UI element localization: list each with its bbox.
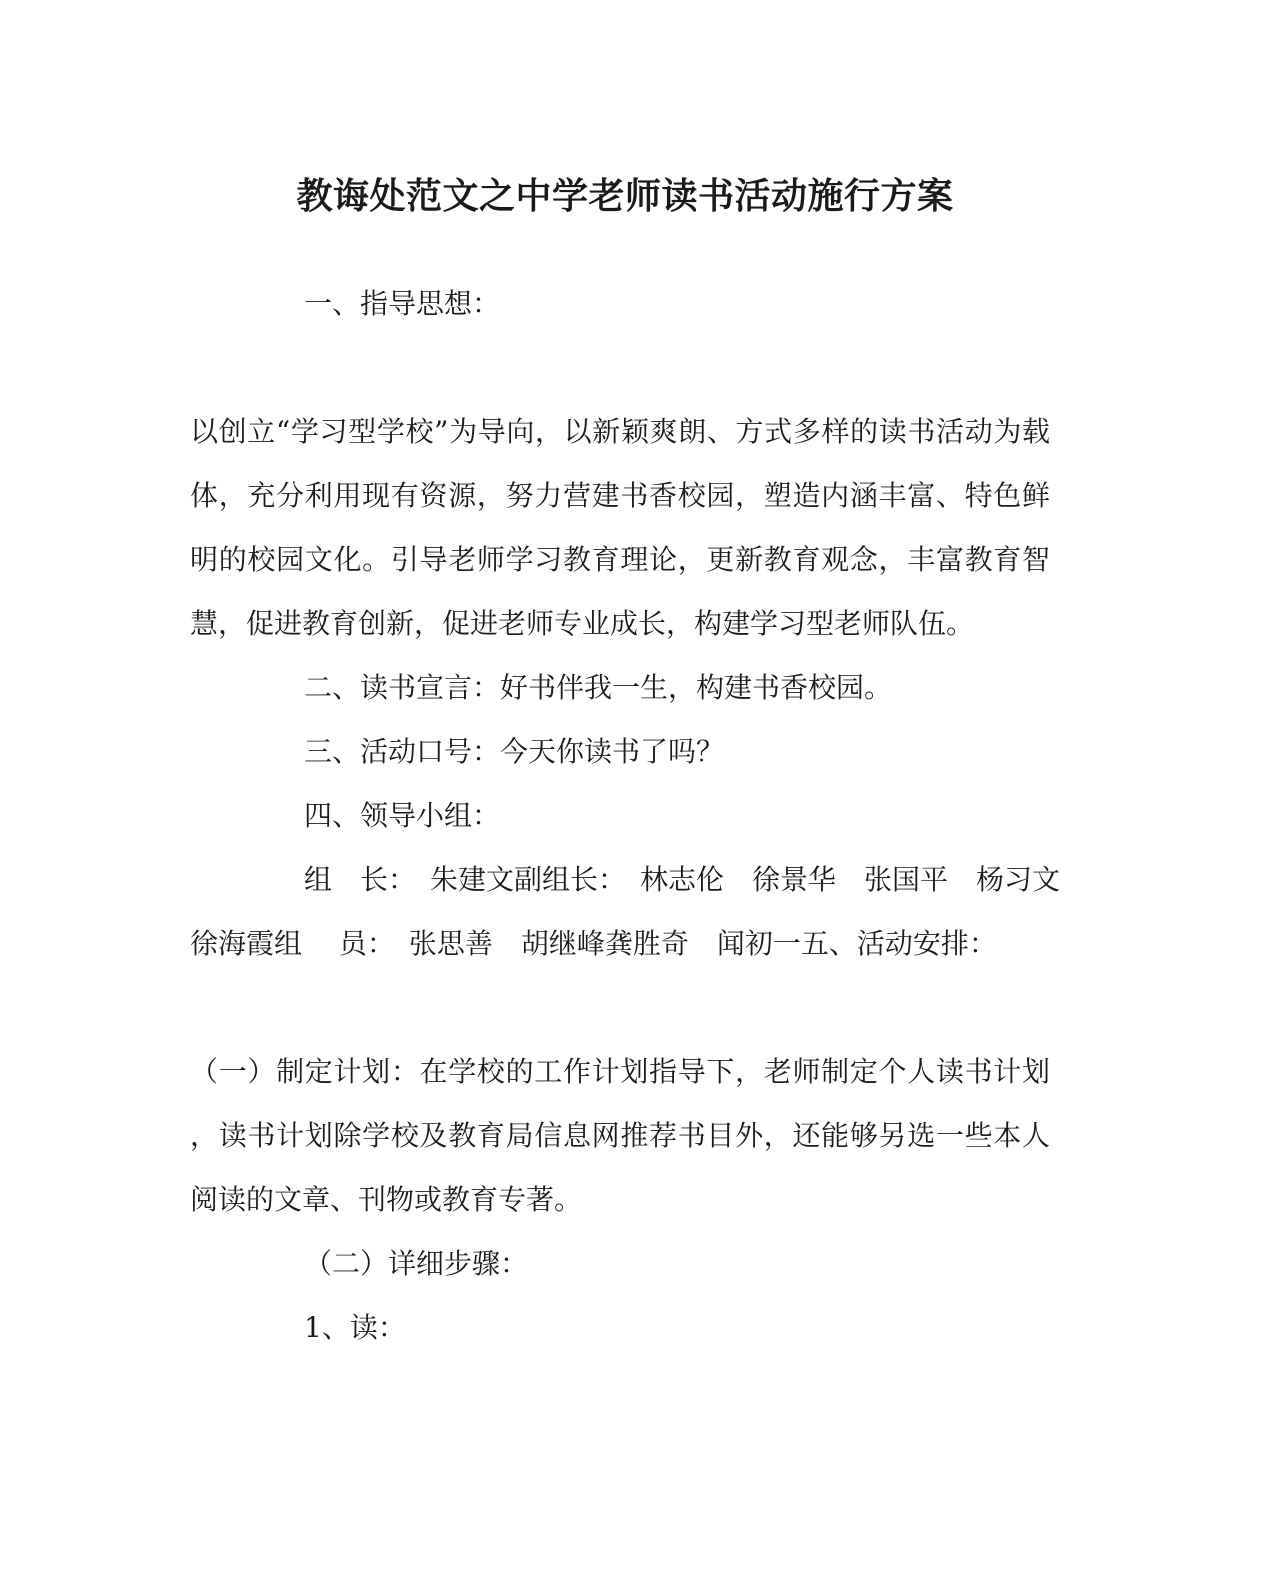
section-heading-guiding-ideology: 一、指导思想：	[304, 287, 501, 320]
leaders-line: 徐海霞组 员： 张思善 胡继峰龚胜奇 闻初一五、活动安排：	[190, 927, 997, 960]
paragraph-line: 以创立“学习型学校”为导向，以新颖爽朗、方式多样的读书活动为载	[190, 415, 1050, 448]
paragraph-line: 慧，促进教育创新，促进老师专业成长，构建学习型老师队伍。	[190, 607, 975, 640]
paragraph-line: 明的校园文化。引导老师学习教育理论，更新教育观念，丰富教育智	[190, 543, 1050, 576]
section-reading-declaration: 二、读书宣言：好书伴我一生，构建书香校园。	[304, 671, 893, 704]
leaders-line: 组 长： 朱建文副组长： 林志伦 徐景华 张国平 杨习文	[304, 863, 1061, 896]
section-activity-slogan: 三、活动口号：今天你读书了吗？	[304, 735, 725, 768]
paragraph-line: （一）制定计划：在学校的工作计划指导下，老师制定个人读书计划	[190, 1055, 1050, 1088]
paragraph-line: 阅读的文章、刊物或教育专著。	[190, 1183, 583, 1216]
paragraph-line: 体，充分利用现有资源，努力营建书香校园，塑造内涵丰富、特色鲜	[190, 479, 1050, 512]
step-item: 1、读：	[304, 1311, 406, 1344]
paragraph-line: ，读书计划除学校及教育局信息网推荐书目外，还能够另选一些本人	[190, 1119, 1050, 1152]
section-heading-detailed-steps: （二）详细步骤：	[304, 1247, 529, 1280]
section-heading-leadership-group: 四、领导小组：	[304, 799, 501, 832]
document-title: 教诲处范文之中学老师读书活动施行方案	[296, 175, 954, 217]
